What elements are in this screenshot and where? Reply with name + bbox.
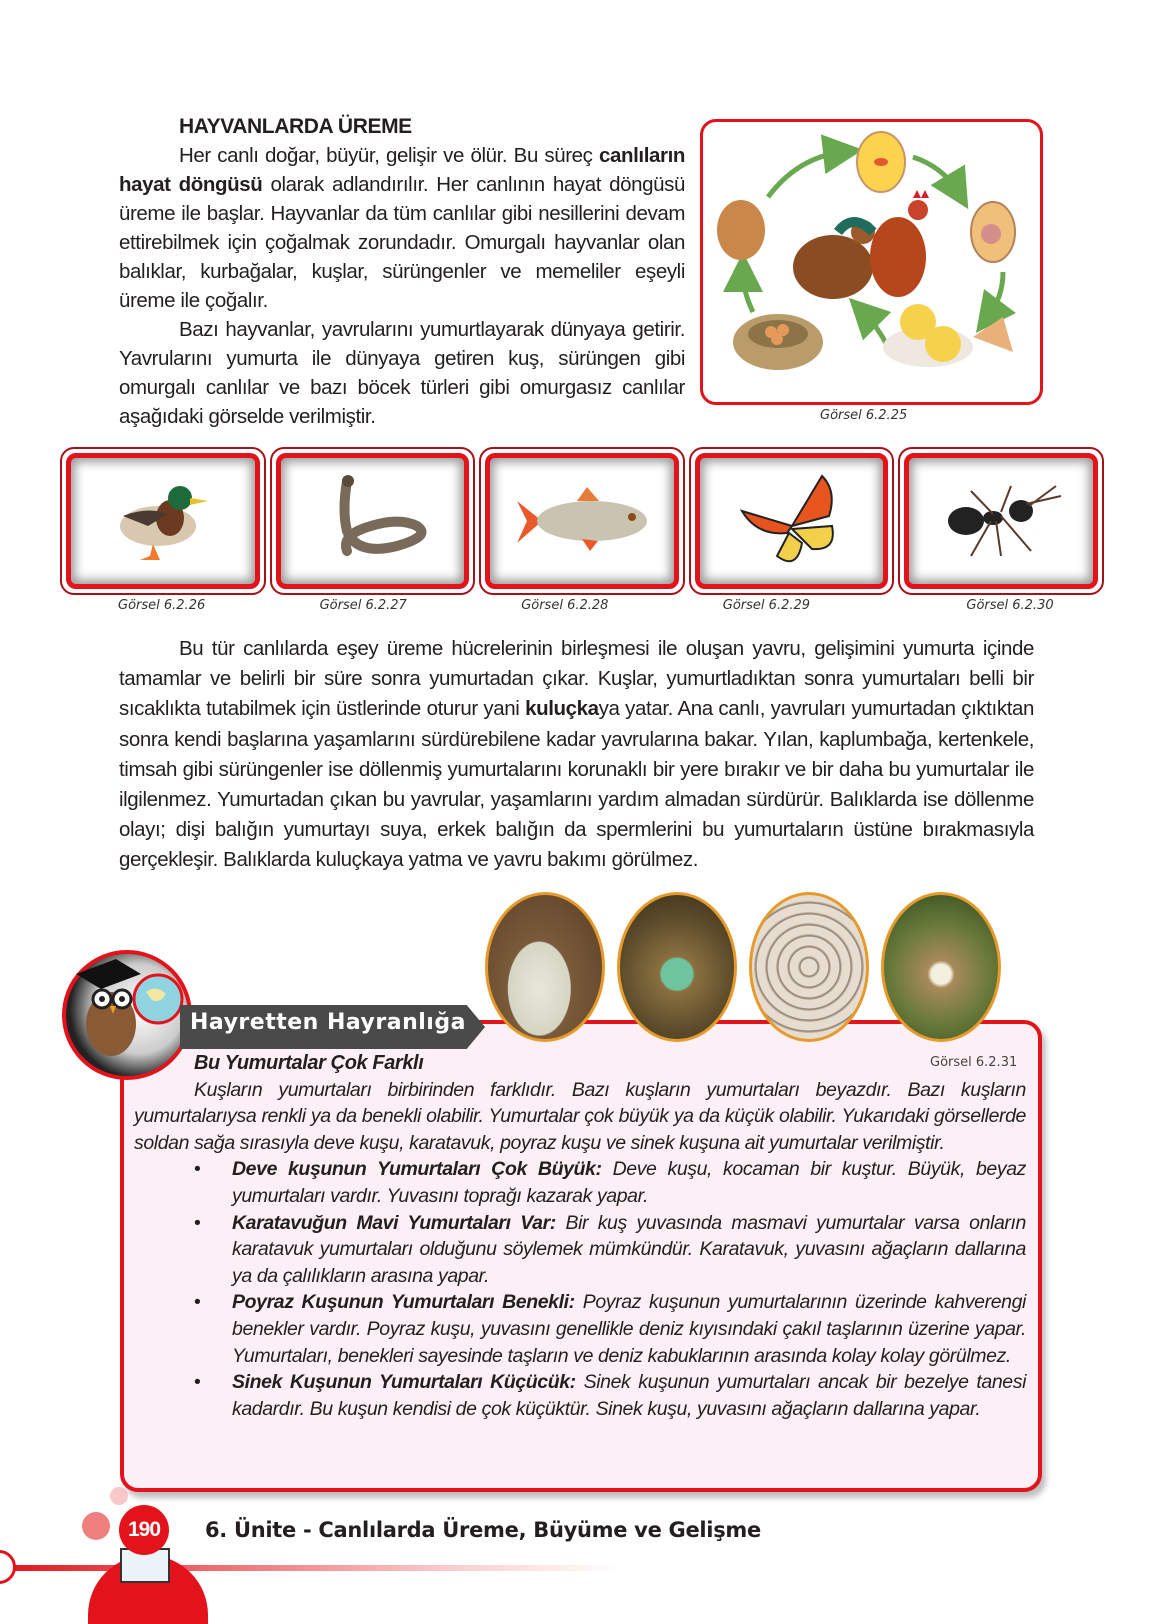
egg-facts-list bbox=[194, 1156, 1026, 1422]
list-item: • Poyraz Kuşunun Yumurtaları Benekli: Poyraz kuşunun yumurtalarının üzerinde kahverengi benekler vardır. Poyraz kuşu, yuvasını genellikle deniz kıyısındaki çakıl taşlarının üzerine yapar. Yumurtaları, benekleri sayesinde taşların ve deniz kabuklarının arasında kolay kolay görülmez. bbox=[194, 1289, 1026, 1369]
info-box-content bbox=[134, 1050, 1026, 1422]
intro-paragraph-1: Her canlı doğar, büyür, gelişir ve ölür. Bu süreç canlıların hayat döngüsü olarak adlandırılır. Her canlının hayat döngüsü üreme ile başlar. Hayvanlar da tüm canlılar gibi nesillerini devam ettirebilmek için çoğalmak zorundadır. Omurgalı hayvanlar olan balıklar, kurbağalar, kuşlar, sürüngenler ve memeliler eşeyli üreme ile çoğalır. bbox=[119, 144, 685, 312]
key-term: kuluçka bbox=[525, 697, 599, 721]
eggs-figure bbox=[485, 892, 1001, 1042]
caption-ant: Görsel 6.2.30 bbox=[966, 598, 1054, 613]
eggs-figure-caption: Görsel 6.2.31 bbox=[930, 1055, 1018, 1070]
bubble-decoration bbox=[110, 1487, 128, 1505]
caption-butterfly: Görsel 6.2.29 bbox=[722, 598, 811, 613]
body-paragraph: Bu tür canlılarda eşey üreme hücrelerinin birleşmesi ile oluşan yavru, gelişimini yumurta içinde tamamlar ve belirli bir süre sonra yumurtadan çıkar. Kuşlar, yumurtladıktan sonra yumurtaları belli bir sıcaklıkta tutabilmek için üstlerinde oturur yani kuluçkaya yatar. Ana canlı, yavruları yumurtadan çıktıktan sonra kendi başlarına yaşamlarını sürdürebilene kadar yavrularına bakar. Yılan, kaplumbağa, kertenkele, timsah gibi sürüngenler ise döllenmiş yumurtalarını korunaklı bir yere bırakır ve bir daha bu yumurtalar ile ilgilenmez. Yumurtadan çıkan bu yavrular, yaşamlarını yardım almadan sürdürür. Balıklarda ise döllenme olayı; dişi balığın yumurtayı suya, erkek balığın da spermlerini bu yumurtaların üstüne bırakmasıyla gerçekleşir. Balıklarda kuluçkaya yatma ve yavru bakımı görülmez. bbox=[119, 637, 1035, 872]
plover-egg-photo bbox=[749, 892, 869, 1042]
gallery-card-ant bbox=[898, 447, 1104, 595]
caption-fish: Görsel 6.2.28 bbox=[521, 598, 609, 613]
animal-gallery bbox=[60, 447, 1104, 595]
ostrich-egg-photo bbox=[485, 892, 605, 1042]
banner-title: Hayretten Hayranlığa bbox=[190, 1010, 466, 1035]
page-number: 190 bbox=[119, 1505, 169, 1555]
gallery-card-fish bbox=[479, 447, 685, 595]
duck-image bbox=[108, 476, 218, 566]
list-item: • Sinek Kuşunun Yumurtaları Küçücük: Sinek kuşunun yumurtaları ancak bir bezelye tanesi kadardır. Bu kuşun kendisi de çok küçüktür. Sinek kuşu, yuvasını ağaçların dallarına yapar. bbox=[194, 1369, 1026, 1422]
hummingbird-egg-photo bbox=[881, 892, 1001, 1042]
figure-caption: Görsel 6.2.25 bbox=[820, 408, 908, 423]
gallery-card-butterfly bbox=[689, 447, 895, 595]
snake-image bbox=[302, 471, 442, 571]
bubble-decoration bbox=[82, 1512, 110, 1540]
box-intro: Kuşların yumurtaları birbirinden farklıdır. Bazı kuşların yumurtaları beyazdır. Bazı kuşların yumurtalarıysa renkli ya da benekli olabilir. Yumurtalar çok büyük ya da küçük olabilir. Yukarıdaki görsellerde soldan sağa sırasıyla deve kuşu, karatavuk, poyraz kuşu ve sinek kuşuna ait yumurtalar verilmiştir. bbox=[134, 1078, 1026, 1154]
footer-line bbox=[0, 1565, 620, 1571]
list-item: • Deve kuşunun Yumurtaları Çok Büyük: Deve kuşu, kocaman bir kuştur. Büyük, beyaz yumurtaları vardır. Yuvasını toprağı kazarak yapar. bbox=[194, 1156, 1026, 1209]
footer-ring-decoration bbox=[0, 1550, 16, 1584]
list-item: • Karatavuğun Mavi Yumurtaları Var: Bir kuş yuvasında masmavi yumurtalar varsa onların karatavuk yumurtaları olduğunu söylemek mümkündür. Karatavuk, yuvasını ağaçların dallarına ya da çalılıkların arasına yapar. bbox=[194, 1210, 1026, 1290]
gallery-card-duck bbox=[60, 447, 266, 595]
caption-duck: Görsel 6.2.26 bbox=[118, 598, 206, 613]
intro-paragraph-2: Bazı hayvanlar, yavrularını yumurtlayarak dünyaya getirir. Yavrularını yumurta ile dünyaya getiren kuş, sürüngen gibi omurgalı canlılar ve bazı böcek türleri gibi omurgasız canlılar aşağıdaki görselde verilmiştir. bbox=[119, 318, 685, 428]
butterfly-image bbox=[737, 471, 847, 571]
ant-image bbox=[931, 476, 1071, 566]
gallery-card-snake bbox=[270, 447, 476, 595]
gallery-captions bbox=[60, 598, 1110, 613]
key-term: canlıların hayat döngüsü bbox=[119, 144, 685, 196]
caption-snake: Görsel 6.2.27 bbox=[319, 598, 407, 613]
life-cycle-figure bbox=[700, 119, 1043, 405]
intro-section bbox=[119, 113, 685, 431]
box-title: Bu Yumurtalar Çok Farklı bbox=[194, 1052, 424, 1074]
fish-image bbox=[507, 481, 657, 561]
blackbird-egg-photo bbox=[617, 892, 737, 1042]
section-heading: HAYVANLARDA ÜREME bbox=[179, 115, 412, 138]
chicken-life-cycle-illustration bbox=[703, 122, 1040, 402]
unit-title: 6. Ünite - Canlılarda Üreme, Büyüme ve Gelişme bbox=[205, 1518, 761, 1542]
